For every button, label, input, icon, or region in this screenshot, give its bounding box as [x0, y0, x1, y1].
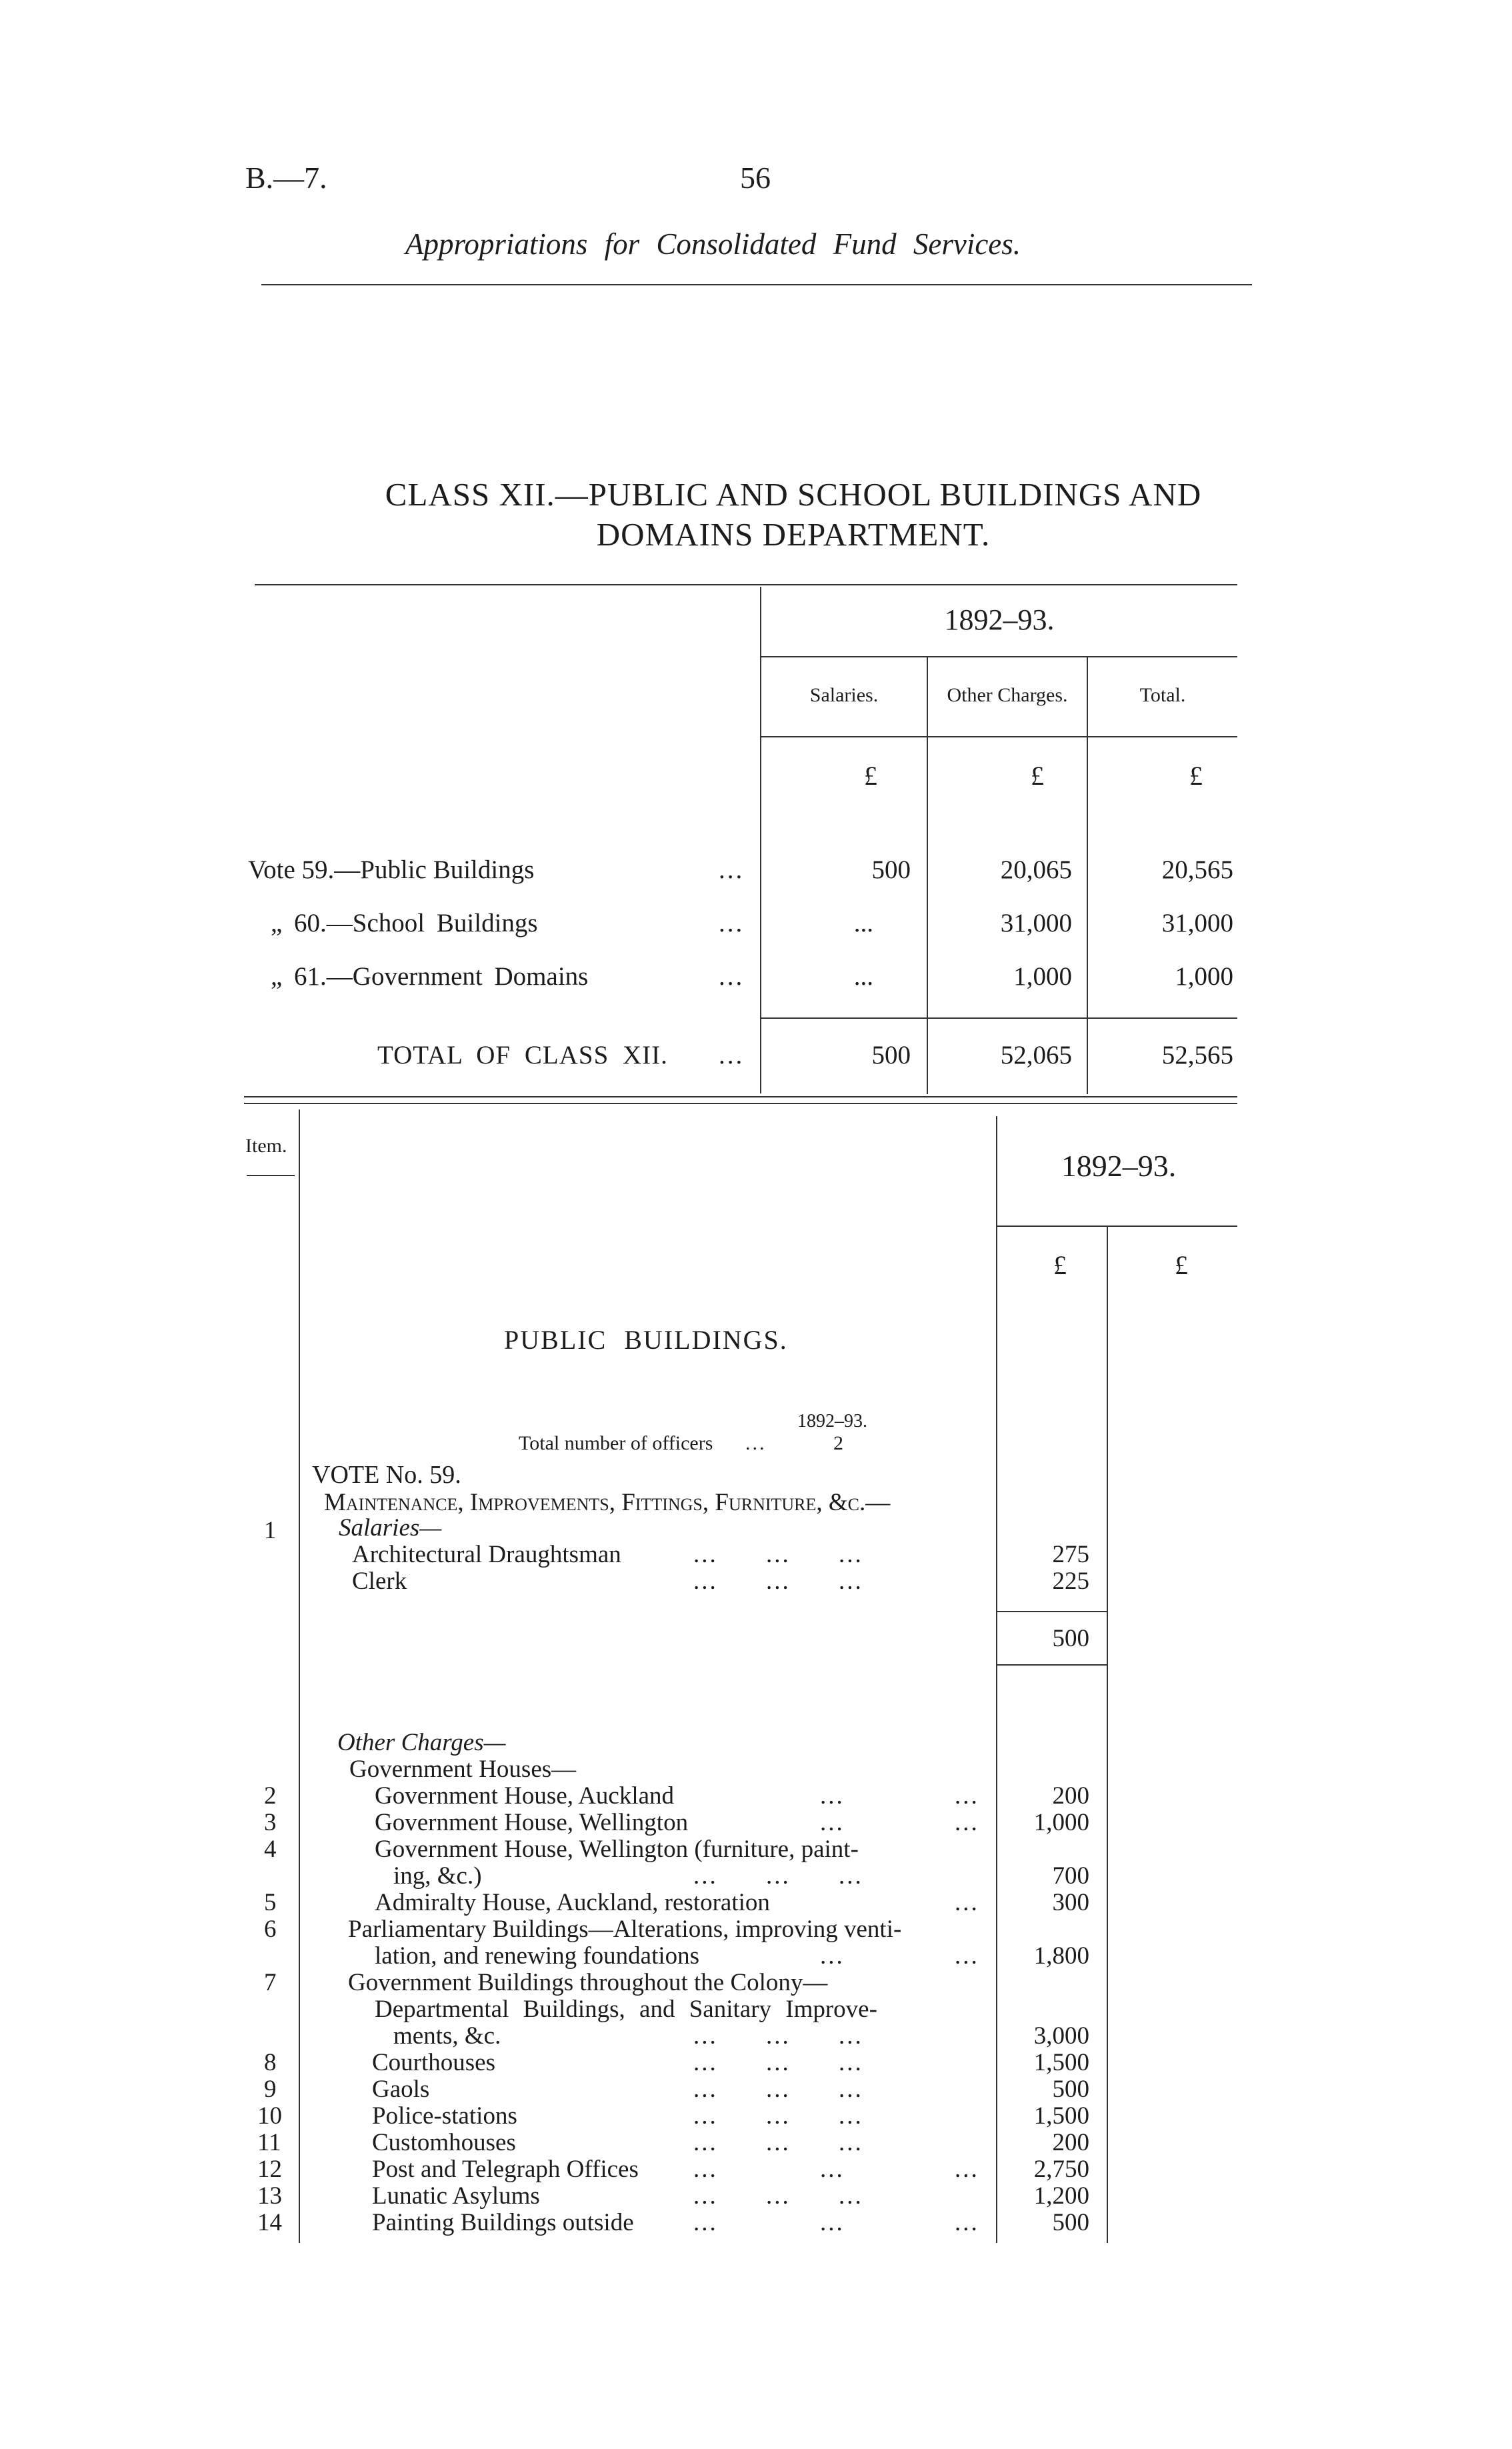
- other-charges-value: 31,000: [1000, 909, 1072, 937]
- currency-symbol: £: [1175, 1250, 1188, 1280]
- item-label-continued: ments, &c.: [393, 2022, 501, 2050]
- salary-amount: 275: [1052, 1541, 1089, 1568]
- currency-symbol: £: [864, 761, 877, 791]
- item-number: 13: [257, 2182, 282, 2210]
- leader-dots: ... ... ...: [693, 1568, 863, 1595]
- item-column-header: Item.: [245, 1135, 287, 1157]
- item-number: 1: [264, 1517, 277, 1544]
- item-amount: 3,000: [1033, 2022, 1089, 2050]
- column-header-salaries: Salaries.: [809, 684, 879, 706]
- item-number: 5: [264, 1889, 277, 1916]
- leader-dots: ... ... ...: [693, 2102, 863, 2130]
- item-amount: 200: [1052, 1782, 1089, 1810]
- salaries-value: ...: [853, 909, 873, 937]
- total-value: 31,000: [1161, 909, 1233, 937]
- item-number: 12: [257, 2156, 282, 2183]
- currency-symbol: £: [1189, 761, 1203, 791]
- document-reference: B.—7.: [245, 161, 327, 195]
- item-label: Government House, Auckland: [375, 1782, 675, 1810]
- item-amount: 500: [1052, 2076, 1089, 2103]
- salaries-value: ...: [853, 962, 873, 991]
- item-number: 4: [264, 1836, 277, 1863]
- leader-dots: ... ... ...: [693, 2022, 863, 2050]
- officers-count: 2: [833, 1432, 843, 1454]
- leader-dots: ...: [955, 2209, 979, 2236]
- total-value: 1,000: [1175, 962, 1233, 991]
- leader-dots: ...: [955, 1889, 979, 1916]
- item-number: 8: [264, 2049, 277, 2076]
- other-charges-total-value: 52,065: [1000, 1041, 1072, 1069]
- leader-dots: ...: [719, 1041, 745, 1069]
- item-label-continued: lation, and renewing foundations: [375, 1942, 700, 1970]
- item-number: 2: [264, 1782, 277, 1810]
- vote-label: VOTE No. 59.: [312, 1461, 461, 1489]
- currency-symbol: £: [1053, 1250, 1067, 1280]
- item-label: Painting Buildings outside: [372, 2209, 634, 2236]
- item-amount: 1,200: [1033, 2182, 1089, 2210]
- column-header-other-charges: Other Charges.: [947, 684, 1068, 706]
- item-label: Admiralty House, Auckland, restoration: [375, 1889, 770, 1916]
- leader-dots: ...: [955, 1782, 979, 1810]
- row-label: „ 60.—School Buildings: [271, 909, 538, 937]
- officers-label: Total number of officers: [519, 1432, 713, 1454]
- grand-total-value: 52,565: [1161, 1041, 1233, 1069]
- other-charges-value: 1,000: [1013, 962, 1072, 991]
- class-title: [200, 475, 1387, 555]
- header-rule: [261, 284, 1252, 285]
- leader-dots: ... ... ...: [693, 1541, 863, 1568]
- salaries-subtotal: 500: [1052, 1625, 1089, 1652]
- leader-dots: ...: [955, 1942, 979, 1970]
- item-number: 6: [264, 1916, 277, 1943]
- leader-dots: ...: [820, 1782, 845, 1810]
- leader-dots: ...: [745, 1432, 767, 1454]
- leader-dots: ... ... ...: [693, 2129, 863, 2156]
- class-title-line-1: CLASS XII.—PUBLIC AND SCHOOL BUILDINGS AND: [385, 476, 1202, 513]
- leader-dots: ... ... ...: [693, 2182, 863, 2210]
- item-amount: 1,500: [1033, 2049, 1089, 2076]
- item-amount: 1,800: [1033, 1942, 1089, 1970]
- item-number: 9: [264, 2076, 277, 2103]
- item-number: 14: [257, 2209, 282, 2236]
- item-label: Police-stations: [372, 2102, 517, 2130]
- item-label-continued: ing, &c.): [393, 1862, 482, 1890]
- item-number: 11: [257, 2129, 281, 2156]
- leader-dots: ... ... ...: [693, 1862, 863, 1890]
- salary-amount: 225: [1052, 1568, 1089, 1595]
- total-value: 20,565: [1161, 855, 1233, 884]
- item-amount: 200: [1052, 2129, 1089, 2156]
- salary-label: Clerk: [352, 1568, 407, 1595]
- item-label: Courthouses: [372, 2049, 495, 2076]
- item-number: 3: [264, 1809, 277, 1836]
- leader-dots: ...: [719, 962, 745, 991]
- total-row-label: TOTAL OF CLASS XII.: [377, 1041, 668, 1069]
- row-label: „ 61.—Government Domains: [271, 962, 589, 991]
- item-amount: 2,750: [1033, 2156, 1089, 2183]
- item-label: Lunatic Asylums: [372, 2182, 540, 2210]
- item-number: 10: [257, 2102, 282, 2130]
- leader-dots: ...: [719, 909, 745, 937]
- officers-year: 1892–93.: [797, 1411, 867, 1432]
- item-amount: 1,500: [1033, 2102, 1089, 2130]
- class-title-line-2: DOMAINS DEPARTMENT.: [596, 516, 991, 553]
- item-label: Government Buildings throughout the Colony—: [348, 1969, 828, 1996]
- item-label: Parliamentary Buildings—Alterations, improving venti-: [348, 1916, 902, 1943]
- government-houses-heading: Government Houses—: [349, 1756, 577, 1783]
- salaries-heading: Salaries—: [339, 1514, 442, 1542]
- item-amount: 1,000: [1033, 1809, 1089, 1836]
- leader-dots: ...: [719, 855, 745, 884]
- leader-dots: ...: [820, 2156, 845, 2183]
- summary-year-header: 1892–93.: [944, 603, 1055, 636]
- leader-dots: ... ... ...: [693, 2049, 863, 2076]
- vote-heading: Maintenance, Improvements, Fittings, Furniture, &c.—: [324, 1489, 891, 1516]
- section-title: PUBLIC BUILDINGS.: [504, 1325, 788, 1355]
- leader-dots: ...: [820, 2209, 845, 2236]
- item-number: 7: [264, 1969, 277, 1996]
- salaries-value: 500: [871, 855, 911, 884]
- running-title: Appropriations for Consolidated Fund Services.: [405, 227, 1021, 261]
- item-label: Government House, Wellington: [375, 1809, 689, 1836]
- detail-year-header: 1892–93.: [1061, 1149, 1177, 1183]
- salaries-total-value: 500: [871, 1041, 911, 1069]
- item-label-continued: Departmental Buildings, and Sanitary Improve-: [375, 1996, 877, 2023]
- item-label: Government House, Wellington (furniture, paint-: [375, 1836, 859, 1863]
- leader-dots: ...: [820, 1942, 845, 1970]
- salary-label: Architectural Draughtsman: [352, 1541, 621, 1568]
- item-amount: 300: [1052, 1889, 1089, 1916]
- page-number: 56: [740, 161, 771, 195]
- row-label: Vote 59.—Public Buildings: [248, 855, 535, 884]
- leader-dots: ...: [693, 2209, 718, 2236]
- item-label: Customhouses: [372, 2129, 516, 2156]
- item-amount: 500: [1052, 2209, 1089, 2236]
- column-header-total: Total.: [1139, 684, 1186, 706]
- leader-dots: ...: [820, 1809, 845, 1836]
- other-charges-value: 20,065: [1000, 855, 1072, 884]
- other-charges-heading: Other Charges—: [337, 1729, 506, 1756]
- currency-symbol: £: [1031, 761, 1044, 791]
- leader-dots: ...: [955, 1809, 979, 1836]
- leader-dots: ...: [955, 2156, 979, 2183]
- item-amount: 700: [1052, 1862, 1089, 1890]
- leader-dots: ... ... ...: [693, 2076, 863, 2103]
- item-label: Gaols: [372, 2076, 430, 2103]
- item-label: Post and Telegraph Offices: [372, 2156, 639, 2183]
- leader-dots: ...: [693, 2156, 718, 2183]
